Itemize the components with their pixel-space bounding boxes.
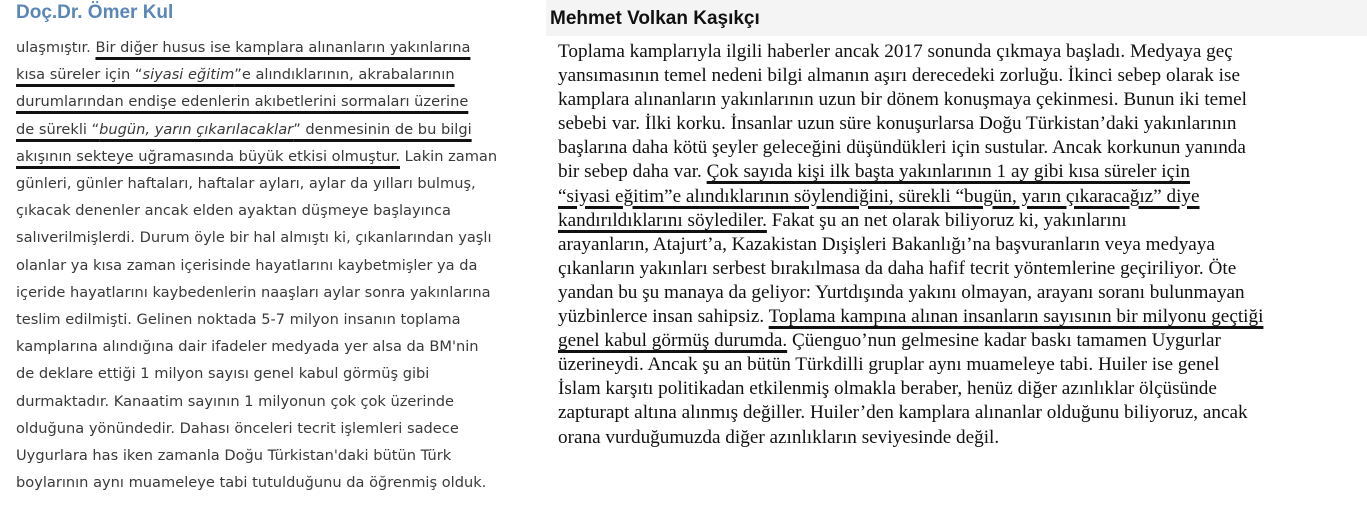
paragraph-line: çıkacak denenler ancak elden ayaktan düşmeye başlayınca <box>16 202 451 220</box>
paragraph-line <box>16 143 536 170</box>
right-panel <box>546 0 1367 514</box>
paragraph-line: orana vurduğumuzda diğer azınlıkların seviyesinde değil. <box>558 426 1000 448</box>
paragraph-line <box>558 209 1363 233</box>
underlined-text: genel kabul görmüş durumda. <box>558 330 788 352</box>
italic-text: bugün, yarın çıkarılacaklar <box>99 120 294 138</box>
paragraph-line: arayanların, Atajurt’a, Kazakistan Dışişleri Bakanlığı’na başvuranların veya medyaya <box>558 233 1215 255</box>
text-run: yüzbinlerce insan sahipsiz. <box>558 306 769 328</box>
underlined-text: Toplama kampına alınan insanların sayısının bir milyonu geçtiği <box>768 306 1264 328</box>
text-run: Lakin zaman <box>399 147 498 165</box>
underlined-text: “siyasi eğitim”e alındıklarının söylendiğini, sürekli “bugün, yarın çıkaracağız” diye <box>558 185 1200 207</box>
paragraph-line: yansımasının temel nedeni bilgi almanın aşırı derecedeki zorluğu. İkinci sebep olarak ise <box>558 65 1240 87</box>
underlined-text: Bir diğer husus ise kamplara alınanların yakınlarına <box>95 39 471 56</box>
paragraph-line: günleri, günler haftaları, haftalar ayları, aylar da yılları bulmuş, <box>16 175 476 193</box>
paragraph-line <box>16 34 536 61</box>
text-run: Çüenguo’nun gelmesine kadar baskı tamamen Uygurlar <box>787 330 1221 352</box>
paragraph-line <box>16 116 536 143</box>
paragraph-line: üzerineydi. Ancak şu an bütün Türkdilli gruplar aynı muameleye tabi. Huiler ise genel <box>558 354 1220 376</box>
paragraph-line: çıkanların yakınları serbest bırakılmasa da daha hafif tecrit yöntemlerine geçiriliyor. Öte <box>558 257 1237 279</box>
paragraph-line <box>558 329 1363 353</box>
paragraph-line <box>16 88 536 115</box>
paragraph-line <box>558 185 1363 209</box>
text-run: de sürekli “ <box>16 120 100 138</box>
left-author-heading: Doç.Dr. Ömer Kul <box>16 2 174 23</box>
paragraph-line: içeride hayatlarını kaybedenlerin naaşları aylar sonra yakınlarına <box>16 283 491 301</box>
paragraph-line: başlarına daha kötü şeyler geleceğini düşündükleri için sustular. Ancak korkunun yanında <box>558 137 1246 159</box>
paragraph-line: olduğuna yönündedir. Dahası önceleri tecrit işlemleri sadece <box>16 419 459 437</box>
paragraph-line: durmaktadır. Kanaatim sayının 1 milyonun çok çok üzerinde <box>16 392 454 410</box>
paragraph-line: boylarının aynı muameleye tabi tutulduğunu da öğrenmiş olduk. <box>16 474 487 492</box>
right-author-heading: Mehmet Volkan Kaşıkçı <box>550 8 760 29</box>
text-run: ulaşmıştır. <box>16 39 96 56</box>
underlined-text: durumlarından endişe edenlerin akıbetlerini sormaları üzerine <box>16 93 469 111</box>
text-run: Fakat şu an net olarak biliyoruz ki, yakınlarını <box>766 209 1127 231</box>
paragraph-line: de deklare ettiği 1 milyon sayısı genel kabul görmüş gibi <box>16 365 430 383</box>
left-panel <box>0 0 540 514</box>
underlined-text: Çok sayıda kişi ilk başta yakınlarının 1 ay gibi kısa süreler için <box>706 161 1190 183</box>
paragraph-line: zapturapt altına alınmış değiller. Huiler’den kamplara alınanlar olduğunu biliyoruz, ancak <box>558 402 1248 424</box>
text-run: kısa süreler için “ <box>16 66 143 84</box>
paragraph-line: teslim edilmişti. Gelinen noktada 5-7 milyon insanın toplama <box>16 311 461 329</box>
paragraph-line: sebebi var. İlki korku. İnsanlar uzun süre konuşurlarsa Doğu Türkistan’daki yakınlarının <box>558 113 1237 135</box>
underlined-text <box>16 121 472 138</box>
paragraph-line: Uygurlara has iken zamanla Doğu Türkistan'daki bütün Türk <box>16 447 452 465</box>
paragraph-line: Toplama kamplarıyla ilgili haberler ancak 2017 sonunda çıkmaya başladı. Medyaya geç <box>558 41 1233 62</box>
paragraph-line: olanlar ya kısa zaman içerisinde hayatlarını kaybetmişler ya da <box>16 256 478 274</box>
underlined-text: akışının sekteye uğramasında büyük etkisi olmuştur. <box>16 147 400 165</box>
right-paragraph <box>558 40 1363 450</box>
paragraph-line <box>16 61 536 88</box>
underlined-text: kandırıldıklarını söylediler. <box>558 209 767 231</box>
italic-text: siyasi eğitim <box>142 66 235 84</box>
text-run: bir sebep daha var. <box>558 161 707 183</box>
paragraph-line: İslam karşıtı politikadan etkilenmiş olmakla beraber, henüz diğer azınlıklar ölçüsünde <box>558 378 1217 400</box>
paragraph-line <box>558 160 1363 184</box>
text-run: ” denmesinin de bu bilgi <box>293 120 472 138</box>
text-run: ”e alındıklarının, akrabalarının <box>234 66 455 84</box>
underlined-text <box>16 66 455 83</box>
paragraph-line: kamplara alınanların yakınlarının uzun bir dönem konuşmaya çekinmesi. Bunun iki temel <box>558 89 1247 111</box>
right-text-box <box>546 36 1367 514</box>
paragraph-line: kamplarına alındığına dair ifadeler medyada yer alsa da BM'nin <box>16 338 479 356</box>
paragraph-line: salıverilmişlerdi. Durum öyle bir hal almıştı ki, çıkanlarından yaşlı <box>16 229 492 247</box>
left-paragraph <box>16 34 536 496</box>
paragraph-line <box>558 305 1363 329</box>
paragraph-line: yandan bu şu manaya da geliyor: Yurtdışında yakını olmayan, arayanı soranı bulunmayan <box>558 281 1245 303</box>
